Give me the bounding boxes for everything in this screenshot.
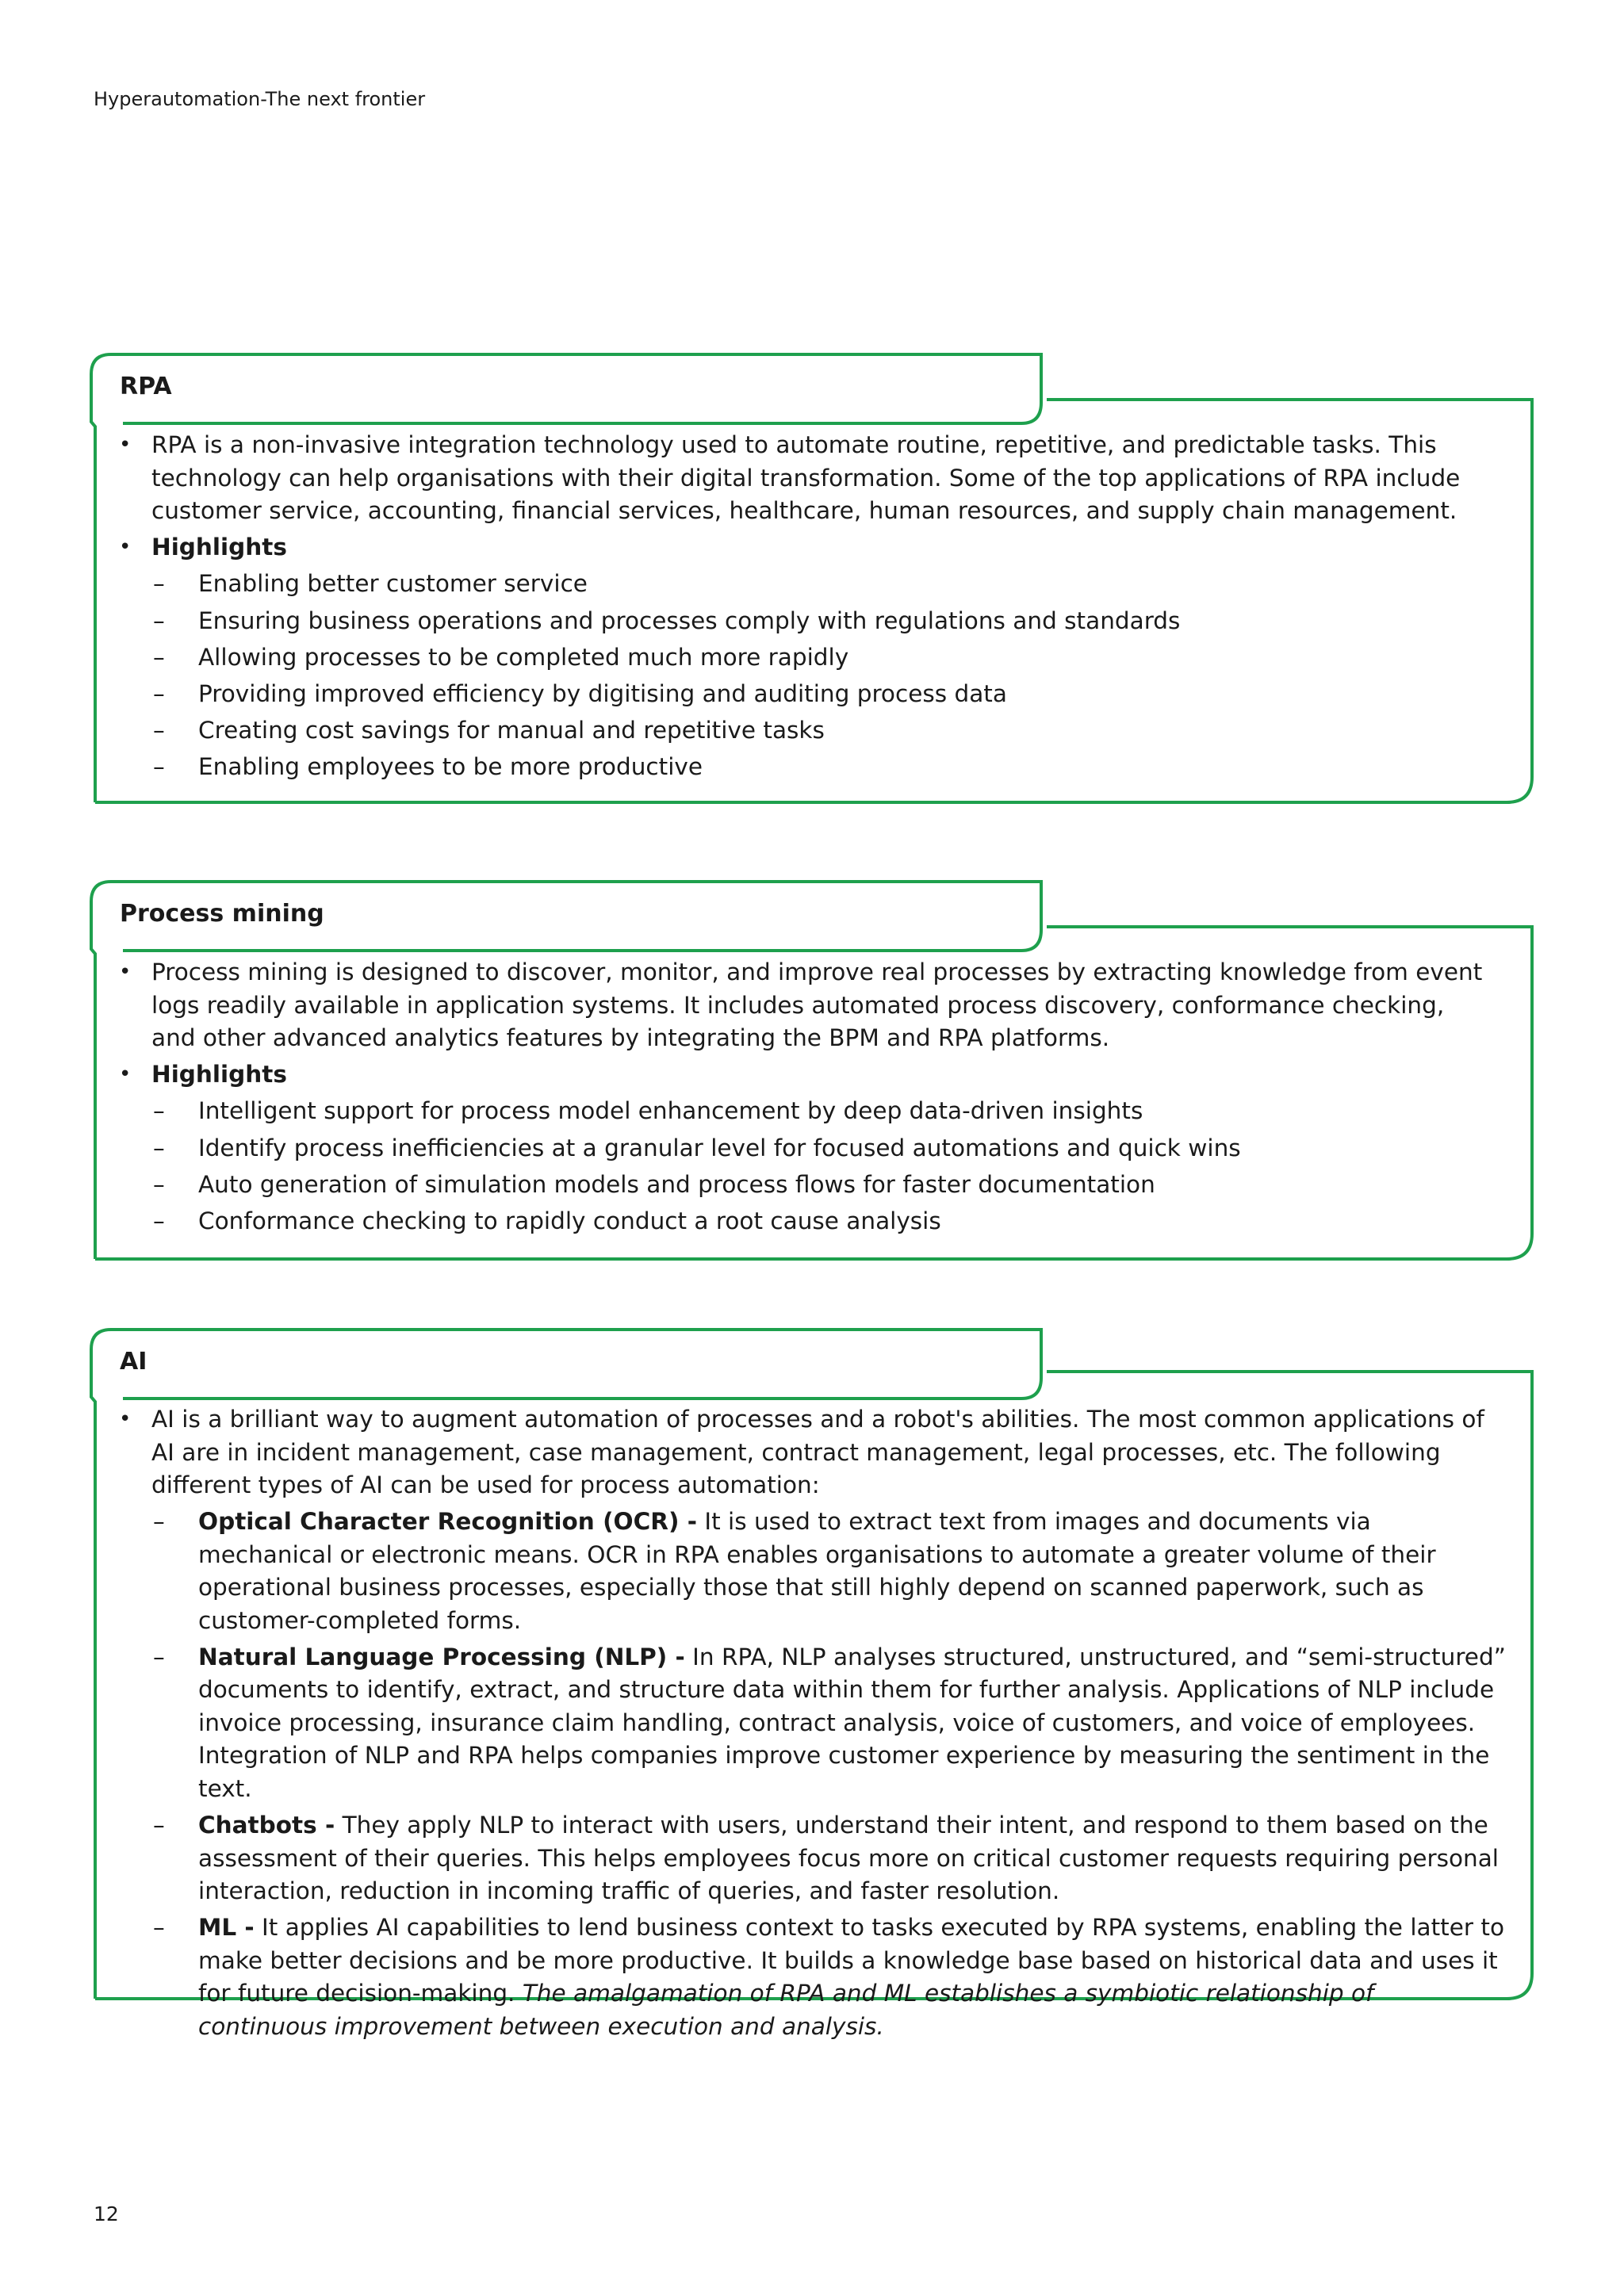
ai-type-description: In RPA, NLP analyses structured, unstructured, and “semi-structured” documents to identify, extract, and structure data within them for further analysis. Applications of NLP include invoice processing, insurance claim handling, contract analysis, voice of customers, and voice of employees. Integration of NLP and RPA helps companies improve customer experience by measuring the sentiment in the text.: [198, 1643, 1506, 1802]
ai-type-term: ML -: [198, 1914, 255, 1942]
running-header: Hyperautomation-The next frontier: [94, 88, 426, 110]
section-title: RPA: [120, 373, 172, 400]
intro-text: RPA is a non-invasive integration technology used to automate routine, repetitive, and predictable tasks. This technology can help organisations with their digital transformation. Some of the top applications of RPA include customer service, accounting, financial services, healthcare, human resources, and supply chain management.: [151, 431, 1461, 524]
bullet-marker: •: [119, 1062, 132, 1087]
ai-type-description: It applies AI capabilities to lend business context to tasks executed by RPA systems, enabling the latter to make better decisions and be more productive. It builds a knowledge base based on historical data and uses it for future decision-making.: [198, 1914, 1504, 2007]
bullet-marker: •: [119, 433, 132, 457]
highlight-item: – Conformance checking to rapidly conduct a root cause analysis: [153, 1207, 941, 1234]
section-body: [0, 1403, 1624, 2047]
bullet-marker: •: [119, 535, 132, 560]
list-item: [0, 429, 1624, 528]
section-title: AI: [120, 1348, 147, 1376]
ai-type-term: Chatbots -: [198, 1812, 335, 1839]
highlight-item: – Allowing processes to be completed much more rapidly: [153, 643, 849, 671]
section-body: [0, 956, 1624, 1242]
section-process-mining: [0, 880, 1624, 1265]
highlight-item: – Identify process inefficiencies at a granular level for focused automations and quick wins: [153, 1134, 1241, 1161]
highlight-item: – Auto generation of simulation models and process flows for faster documentation: [153, 1170, 1155, 1198]
list-item: [0, 956, 1624, 1055]
ai-type-item: – ML - It applies AI capabilities to lend business context to tasks executed by RPA systems, enabling the latter to make better decisions and be more productive. It builds a knowledge base based on historical data and uses it for future decision-making. The amalgamation of RPA and ML establishes a symbiotic relationship of continuous improvement between execution and analysis.: [153, 1914, 1504, 2040]
highlight-item: – Enabling employees to be more productive: [153, 753, 703, 781]
highlight-item: – Intelligent support for process model enhancement by deep data-driven insights: [153, 1097, 1143, 1125]
ai-type-description: They apply NLP to interact with users, understand their intent, and respond to them based on the assessment of their queries. This helps employees focus more on critical customer requests requiring personal interaction, reduction in incoming traffic of queries, and faster resolution.: [198, 1812, 1499, 1905]
bullet-marker: •: [119, 1407, 132, 1431]
highlights-label: Highlights: [151, 1061, 287, 1089]
list-item: [0, 531, 1624, 564]
section-body: [0, 429, 1624, 788]
ai-type-term: Natural Language Processing (NLP) -: [198, 1643, 685, 1670]
highlight-item: – Ensuring business operations and processes comply with regulations and standards: [153, 607, 1181, 634]
ai-type-description: It is used to extract text from images and documents via mechanical or electronic means. OCR in RPA enables organisations to automate a greater volume of their operational business processes, especially those that still highly depend on scanned paperwork, such as customer-completed forms.: [198, 1508, 1436, 1634]
intro-text: Process mining is designed to discover, monitor, and improve real processes by extracting knowledge from event logs readily available in application systems. It includes automated process discovery, conformance checking, and other advanced analytics features by integrating the BPM and RPA platforms.: [151, 959, 1483, 1051]
bullet-marker: •: [119, 960, 132, 984]
highlight-item: – Creating cost savings for manual and repetitive tasks: [153, 717, 825, 744]
ai-type-item: – Optical Character Recognition (OCR) - It is used to extract text from images and documents via mechanical or electronic means. OCR in RPA enables organisations to automate a greater volume of their operational business processes, especially those that still highly depend on scanned paperwork, such as customer-completed forms.: [153, 1508, 1436, 1634]
page-number: 12: [94, 2202, 119, 2225]
ai-type-item: – Chatbots - They apply NLP to interact with users, understand their intent, and respond to them based on the assessment of their queries. This helps employees focus more on critical customer requests requiring personal interaction, reduction in incoming traffic of queries, and faster resolution.: [153, 1812, 1499, 1905]
section-rpa: [0, 353, 1624, 805]
highlight-item: – Enabling better customer service: [153, 570, 588, 598]
section-ai: [0, 1328, 1624, 2040]
section-title: Process mining: [120, 900, 324, 928]
ai-type-term: Optical Character Recognition (OCR) -: [198, 1508, 697, 1536]
highlights-label: Highlights: [151, 534, 287, 561]
ai-type-emphasis: The amalgamation of RPA and ML establishes a symbiotic relationship of continuous improvement between execution and analysis.: [198, 1980, 1374, 2040]
highlight-item: – Providing improved efficiency by digitising and auditing process data: [153, 679, 1007, 707]
intro-text: AI is a brilliant way to augment automation of processes and a robot's abilities. The most common applications of AI are in incident management, case management, contract management, legal processes, etc. The following different types of AI can be used for process automation:: [151, 1406, 1484, 1498]
list-item: [0, 1058, 1624, 1092]
ai-type-item: – Natural Language Processing (NLP) - In RPA, NLP analyses structured, unstructured, and “semi-structured” documents to identify, extract, and structure data within them for further analysis. Applications of NLP include invoice processing, insurance claim handling, contract analysis, voice of customers, and voice of employees. Integration of NLP and RPA helps companies improve customer experience by measuring the sentiment in the text.: [153, 1643, 1506, 1802]
list-item: [0, 1403, 1624, 1502]
